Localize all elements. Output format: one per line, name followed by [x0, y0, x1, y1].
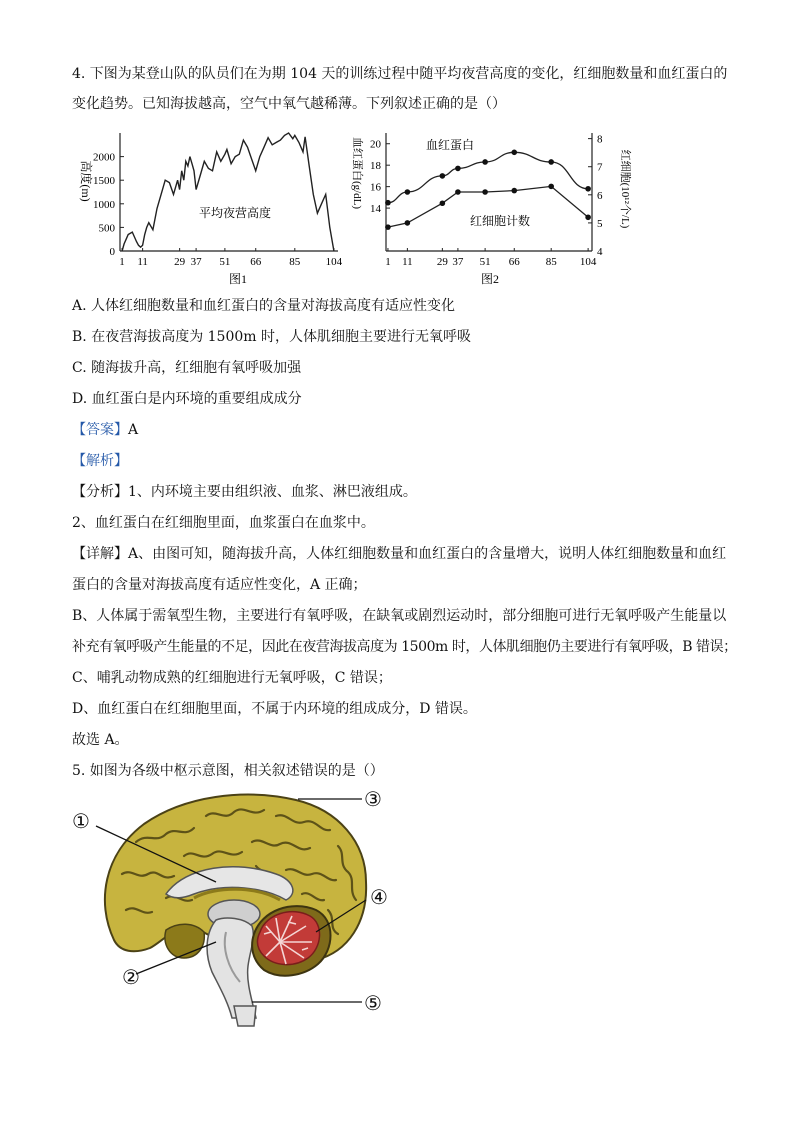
fenxi-line-1 — [72, 482, 417, 502]
detail-line-b1: B、人体属于需氧型生物，主要进行有氧呼吸，在缺氧或剧烈运动时，部分细胞可进行无氧呼吸产生能量以 — [72, 608, 727, 624]
series-label: 平均夜营高度 — [198, 206, 272, 220]
jiexi-tag: 【解析】 — [72, 453, 128, 469]
detail-line-c: C、哺乳动物成熟的红细胞进行无氧呼吸，C 错误； — [72, 670, 392, 686]
q5-stem: 5. 如图为各级中枢示意图，相关叙述错误的是（） — [72, 763, 384, 779]
y-tick-label: 2000 — [93, 151, 115, 164]
altitude-line — [122, 133, 334, 251]
y-axis-label: 高度(m) — [79, 160, 93, 202]
hemoglobin-line — [388, 152, 588, 202]
figure-caption: 图1 — [228, 272, 248, 286]
hemoglobin-point — [585, 186, 591, 192]
rbc-point — [585, 214, 591, 220]
temporal-lobe — [165, 924, 204, 958]
right-tick-label: 4 — [597, 246, 603, 258]
x-tick-label: 66 — [250, 256, 262, 268]
x-tick-label: 11 — [402, 256, 413, 268]
detail-line-a1 — [72, 544, 726, 564]
series-label-hemoglobin: 血红蛋白 — [426, 138, 475, 152]
xiangjie-tag: 【详解】 — [72, 546, 128, 562]
hemoglobin-point — [548, 159, 554, 165]
x-tick-label: 85 — [545, 256, 557, 268]
label-2: ② — [122, 967, 140, 989]
rbc-point — [385, 224, 391, 230]
hemoglobin-point — [440, 173, 446, 179]
right-tick-label: 6 — [597, 189, 603, 202]
left-tick-label: 16 — [370, 181, 381, 194]
detail-line-b2: 补充有氧呼吸产生能量的不足，因此在夜营海拔高度为 1500m 时，人体肌细胞仍主要进行有氧呼吸，B 错误； — [72, 639, 737, 655]
detail-line-d: D、血红蛋白在红细胞里面，不属于内环境的组成成分，D 错误。 — [72, 701, 477, 717]
hemoglobin-point — [511, 150, 517, 156]
x-tick-label: 1 — [385, 256, 391, 268]
answer-tag: 【答案】 — [72, 422, 128, 438]
left-tick-label: 20 — [370, 138, 381, 151]
q4-stem-line-2: 变化趋势。已知海拔越高，空气中氧气越稀薄。下列叙述正确的是（） — [72, 96, 506, 112]
label-5: ⑤ — [364, 993, 382, 1015]
x-tick-label: 51 — [479, 256, 491, 268]
rbc-point — [455, 189, 461, 195]
x-tick-label: 104 — [579, 256, 597, 268]
rbc-point — [440, 200, 446, 206]
x-tick-label: 66 — [508, 256, 520, 268]
x-tick-label: 37 — [190, 256, 202, 268]
hemoglobin-point — [482, 159, 488, 165]
right-tick-label: 7 — [597, 161, 603, 174]
y-tick-label: 1500 — [93, 175, 115, 188]
detail-a-text-1: A、由图可知，随海拔升高，人体红细胞数量和血红蛋白的含量增大，说明人体红细胞数量和血红 — [128, 546, 727, 562]
left-tick-label: 14 — [370, 203, 381, 216]
right-axis-label: 红细胞(10¹²个/L) — [619, 149, 631, 229]
brain-diagram — [66, 782, 406, 1027]
hemoglobin-point — [455, 166, 461, 172]
left-tick-label: 18 — [370, 160, 381, 173]
detail-line-a2: 蛋白的含量对海拔高度有适应性变化，A 正确； — [72, 577, 367, 593]
spinal-cord — [234, 1006, 256, 1026]
x-tick-label: 37 — [452, 256, 464, 268]
fenxi-text-1: 1、内环境主要由组织液、血浆、淋巴液组成。 — [128, 484, 417, 500]
y-tick-label: 500 — [98, 222, 115, 235]
rbc-point — [482, 189, 488, 195]
right-tick-label: 8 — [597, 133, 603, 146]
x-tick-label: 11 — [137, 256, 148, 268]
label-3: ③ — [364, 789, 382, 811]
left-axis-label: 血红蛋白(g/dL) — [351, 136, 363, 210]
hemoglobin-point — [385, 200, 391, 206]
y-tick-label: 0 — [109, 246, 115, 258]
right-tick-label: 5 — [597, 217, 603, 230]
rbc-point — [548, 184, 554, 190]
answer-line — [72, 420, 138, 440]
x-tick-label: 29 — [436, 256, 448, 268]
label-1: ① — [72, 811, 90, 833]
answer-value: A — [128, 422, 139, 438]
x-tick-label: 1 — [119, 256, 125, 268]
figure-1-chart — [70, 127, 350, 287]
series-label-rbc: 红细胞计数 — [470, 214, 531, 228]
q4-stem-line-1: 4. 下图为某登山队的队员们在为期 104 天的训练过程中随平均夜营高度的变化，红细胞数量和血红蛋白的 — [72, 66, 728, 82]
x-tick-label: 29 — [174, 256, 186, 268]
rbc-point — [405, 220, 411, 226]
q4-option-c: C. 随海拔升高，红细胞有氧呼吸加强 — [72, 360, 302, 376]
q4-option-a: A. 人体红细胞数量和血红蛋白的含量对海拔高度有适应性变化 — [72, 298, 456, 314]
conclusion-line: 故选 A。 — [72, 732, 129, 748]
figure-caption: 图2 — [480, 272, 500, 286]
q4-option-d: D. 血红蛋白是内环境的重要组成成分 — [72, 391, 302, 407]
q4-option-b: B. 在夜营海拔高度为 1500m 时，人体肌细胞主要进行无氧呼吸 — [72, 329, 471, 345]
fenxi-tag: 【分析】 — [72, 484, 128, 500]
figure-2-chart — [342, 127, 632, 287]
hemoglobin-point — [405, 189, 411, 195]
x-tick-label: 104 — [325, 256, 343, 268]
x-tick-label: 51 — [219, 256, 231, 268]
label-4: ④ — [370, 887, 388, 909]
x-tick-label: 85 — [289, 256, 301, 268]
rbc-point — [511, 188, 517, 194]
fenxi-line-2: 2、血红蛋白在红细胞里面，血浆蛋白在血浆中。 — [72, 515, 375, 531]
y-tick-label: 1000 — [93, 198, 115, 211]
